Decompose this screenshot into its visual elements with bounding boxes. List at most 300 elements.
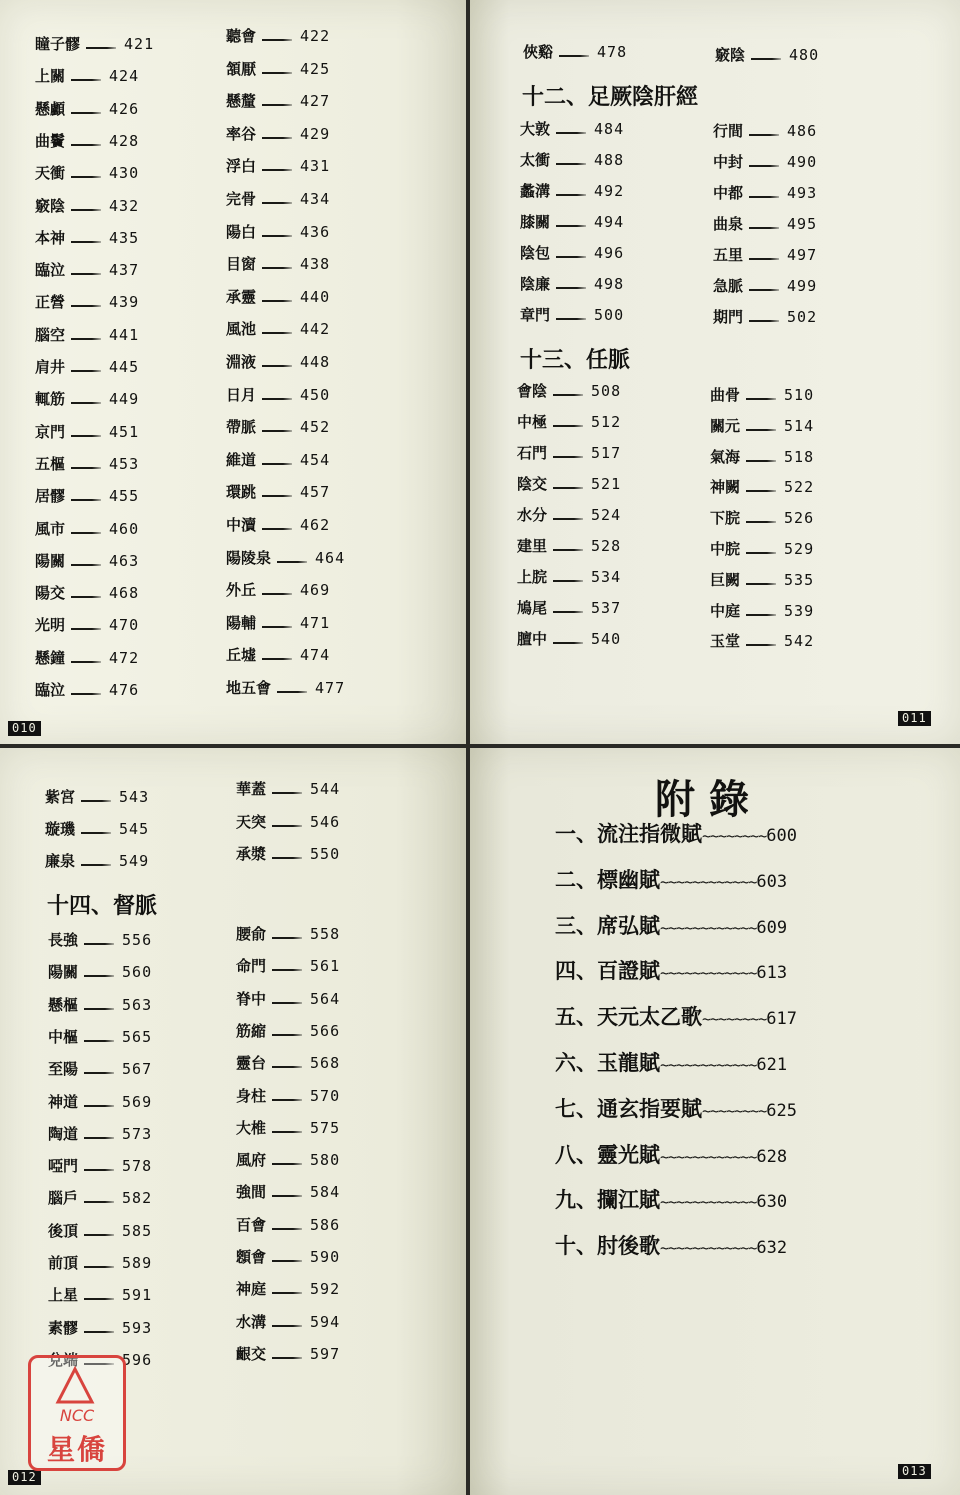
acupoint-name: 浮白 — [226, 157, 257, 175]
leader-line — [272, 857, 302, 859]
index-entry — [236, 923, 340, 945]
appendix-page-ref: 625 — [766, 1101, 797, 1121]
tilde-leader: ~~~~~~~~~~~~ — [660, 919, 757, 937]
index-entry — [236, 1246, 340, 1268]
page-ref: 460 — [109, 520, 140, 538]
acupoint-name: 風市 — [35, 520, 66, 538]
index-entry — [35, 388, 139, 410]
acupoint-name: 鳩尾 — [517, 599, 548, 617]
page-ref: 521 — [591, 475, 622, 493]
acupoint-name: 章門 — [520, 306, 551, 324]
acupoint-name: 風府 — [236, 1151, 267, 1169]
acupoint-name: 天衝 — [35, 164, 66, 182]
leader-line — [84, 1137, 114, 1139]
tilde-leader: ~~~~~~~~~~~~ — [660, 1193, 757, 1211]
leader-line — [556, 287, 586, 289]
acupoint-name: 強間 — [236, 1183, 267, 1201]
leader-line — [746, 552, 776, 554]
leader-line — [272, 1066, 302, 1068]
page-ref: 592 — [310, 1280, 341, 1298]
page-ref: 469 — [300, 581, 331, 599]
acupoint-name: 巨闕 — [710, 571, 741, 589]
leader-line — [71, 564, 101, 566]
acupoint-name: 膝關 — [520, 213, 551, 231]
leader-line — [556, 163, 586, 165]
acupoint-name: 曲鬢 — [35, 132, 66, 150]
leader-line — [749, 196, 779, 198]
page-ref: 540 — [591, 630, 622, 648]
acupoint-name: 神道 — [48, 1093, 79, 1111]
page-ref: 495 — [787, 215, 818, 233]
leader-line — [84, 1201, 114, 1203]
acupoint-name: 氣海 — [710, 448, 741, 466]
index-entry — [48, 1058, 152, 1080]
appendix-item — [555, 955, 787, 985]
appendix-number: 二 — [555, 867, 576, 892]
acupoint-name: 紫宮 — [45, 788, 76, 806]
leader-line — [71, 79, 101, 81]
index-entry — [35, 227, 139, 249]
page-ref: 434 — [300, 190, 331, 208]
acupoint-name: 素髎 — [48, 1319, 79, 1337]
leader-line — [272, 792, 302, 794]
page-ref: 537 — [591, 599, 622, 617]
leader-line — [262, 169, 292, 171]
page-ref: 558 — [310, 925, 341, 943]
index-entry — [226, 318, 330, 340]
index-entry — [236, 1020, 340, 1042]
enum-separator: 、 — [576, 821, 597, 846]
index-entry — [35, 453, 139, 475]
index-entry — [517, 597, 621, 619]
enum-separator: 、 — [576, 1050, 597, 1075]
page-number: 011 — [898, 711, 931, 726]
page-ref: 563 — [122, 996, 153, 1014]
triangle-logo-icon — [55, 1366, 95, 1406]
page-ref: 472 — [109, 649, 140, 667]
leader-line — [71, 532, 101, 534]
acupoint-name: 承靈 — [226, 288, 257, 306]
page-ref: 524 — [591, 506, 622, 524]
index-entry — [710, 600, 814, 622]
page-ref: 432 — [109, 197, 140, 215]
acupoint-name: 日月 — [226, 386, 257, 404]
acupoint-name: 懸釐 — [226, 92, 257, 110]
leader-line — [262, 72, 292, 74]
index-entry — [48, 1123, 152, 1145]
page-ref: 584 — [310, 1183, 341, 1201]
page-ref: 457 — [300, 483, 331, 501]
acupoint-name: 正營 — [35, 293, 66, 311]
acupoint-name: 聽會 — [226, 27, 257, 45]
enum-separator: 、 — [576, 1096, 597, 1121]
acupoint-name: 陰廉 — [520, 275, 551, 293]
acupoint-name: 中樞 — [48, 1028, 79, 1046]
page-ref: 591 — [122, 1286, 153, 1304]
acupoint-name: 上星 — [48, 1286, 79, 1304]
appendix-number: 七 — [555, 1096, 576, 1121]
index-entry — [35, 614, 139, 636]
index-entry — [710, 446, 814, 468]
appendix-item-title: 流注指微賦 — [597, 821, 702, 846]
leader-line — [751, 58, 781, 60]
page-ref: 445 — [109, 358, 140, 376]
page-ref: 585 — [122, 1222, 153, 1240]
acupoint-name: 中極 — [517, 413, 548, 431]
index-entry — [236, 1214, 340, 1236]
acupoint-name: 陽陵泉 — [226, 549, 272, 567]
acupoint-name: 風池 — [226, 320, 257, 338]
index-entry — [520, 242, 624, 264]
acupoint-name: 前頂 — [48, 1254, 79, 1272]
acupoint-name: 廉泉 — [45, 852, 76, 870]
page-ref: 421 — [124, 35, 155, 53]
acupoint-name: 太衝 — [520, 151, 551, 169]
acupoint-name: 陽白 — [226, 223, 257, 241]
leader-line — [272, 969, 302, 971]
index-entry — [236, 843, 340, 865]
index-entry — [226, 481, 330, 503]
acupoint-name: 中都 — [713, 184, 744, 202]
appendix-item-title: 天元太乙歌 — [597, 1004, 702, 1029]
leader-line — [746, 398, 776, 400]
leader-line — [262, 104, 292, 106]
leader-line — [272, 1357, 302, 1359]
leader-line — [262, 528, 292, 530]
index-entry — [35, 518, 139, 540]
acupoint-name: 脊中 — [236, 990, 267, 1008]
acupoint-name: 陶道 — [48, 1125, 79, 1143]
leader-line — [262, 495, 292, 497]
acupoint-name: 啞門 — [48, 1157, 79, 1175]
page-ref: 590 — [310, 1248, 341, 1266]
enum-separator: 、 — [576, 867, 597, 892]
acupoint-name: 陽關 — [35, 552, 66, 570]
tilde-leader: ~~~~~~~~~~~~ — [660, 1056, 757, 1074]
index-entry — [35, 291, 139, 313]
acupoint-name: 中瀆 — [226, 516, 257, 534]
acupoint-name: 俠谿 — [523, 43, 554, 61]
acupoint-name: 本神 — [35, 229, 66, 247]
acupoint-name: 京門 — [35, 423, 66, 441]
acupoint-name: 身柱 — [236, 1087, 267, 1105]
acupoint-name: 華蓋 — [236, 780, 267, 798]
page-ref: 526 — [784, 509, 815, 527]
appendix-page-ref: 600 — [766, 826, 797, 846]
leader-line — [71, 241, 101, 243]
enum-separator: 、 — [576, 913, 597, 938]
acupoint-name: 中脘 — [710, 540, 741, 558]
page-ref: 545 — [119, 820, 150, 838]
appendix-number: 六 — [555, 1050, 576, 1075]
index-entry — [710, 569, 814, 591]
acupoint-name: 命門 — [236, 957, 267, 975]
appendix-page-ref: 603 — [756, 872, 788, 892]
index-entry — [517, 442, 621, 464]
page-ref: 512 — [591, 413, 622, 431]
enum-separator: 、 — [576, 1187, 597, 1212]
leader-line — [746, 614, 776, 616]
index-entry — [35, 33, 154, 55]
acupoint-name: 急脈 — [713, 277, 744, 295]
leader-line — [84, 1234, 114, 1236]
index-entry — [48, 1155, 152, 1177]
leader-line — [71, 435, 101, 437]
acupoint-name: 臨泣 — [35, 681, 66, 699]
index-entry — [236, 1343, 340, 1365]
page-ref: 490 — [787, 153, 818, 171]
index-entry — [48, 1091, 152, 1113]
stamp-chinese: 星僑 — [46, 1433, 107, 1466]
page-ref: 561 — [310, 957, 341, 975]
appendix-number: 一 — [555, 821, 576, 846]
page-ref: 424 — [109, 67, 140, 85]
page-ref: 550 — [310, 845, 341, 863]
page-ref: 497 — [787, 246, 818, 264]
acupoint-name: 竅陰 — [715, 46, 746, 64]
acupoint-name: 期門 — [713, 308, 744, 326]
leader-line — [84, 1072, 114, 1074]
acupoint-name: 中封 — [713, 153, 744, 171]
page-ref: 510 — [784, 386, 815, 404]
page-ref: 480 — [789, 46, 820, 64]
leader-line — [71, 467, 101, 469]
page-ref: 436 — [300, 223, 331, 241]
index-entry — [35, 356, 139, 378]
leader-line — [262, 332, 292, 334]
acupoint-name: 膻中 — [517, 630, 548, 648]
page-ref: 488 — [594, 151, 625, 169]
leader-line — [272, 1099, 302, 1101]
appendix-item-title: 攔江賦 — [597, 1187, 660, 1212]
page-ref: 582 — [122, 1189, 153, 1207]
acupoint-name: 竅陰 — [35, 197, 66, 215]
page-ref: 492 — [594, 182, 625, 200]
index-entry — [226, 416, 330, 438]
acupoint-name: 維道 — [226, 451, 257, 469]
leader-line — [746, 521, 776, 523]
page-ref: 476 — [109, 681, 140, 699]
leader-line — [71, 370, 101, 372]
page-ref: 470 — [109, 616, 140, 634]
leader-line — [559, 55, 589, 57]
index-entry — [236, 1149, 340, 1171]
page-011 — [470, 0, 960, 744]
page-ref: 568 — [310, 1054, 341, 1072]
leader-line — [262, 463, 292, 465]
leader-line — [86, 47, 116, 49]
appendix-title: 附錄 — [655, 776, 763, 823]
acupoint-name: 地五會 — [226, 679, 272, 697]
page-ref: 539 — [784, 602, 815, 620]
appendix-item — [555, 1001, 797, 1031]
page-ref: 425 — [300, 60, 331, 78]
index-entry — [35, 582, 139, 604]
acupoint-name: 靈台 — [236, 1054, 267, 1072]
appendix-number: 五 — [555, 1004, 576, 1029]
index-entry — [48, 1284, 152, 1306]
index-entry — [236, 988, 340, 1010]
index-entry — [45, 818, 149, 840]
leader-line — [84, 1298, 114, 1300]
leader-line — [262, 365, 292, 367]
acupoint-name: 外丘 — [226, 581, 257, 599]
leader-line — [262, 39, 292, 41]
section-heading-ren: 十三、任脈 — [520, 347, 631, 373]
index-entry — [713, 306, 817, 328]
leader-line — [71, 305, 101, 307]
page-ref: 543 — [119, 788, 150, 806]
acupoint-name: 蠡溝 — [520, 182, 551, 200]
leader-line — [84, 975, 114, 977]
index-entry — [35, 485, 139, 507]
page-ref: 448 — [300, 353, 331, 371]
leader-line — [71, 176, 101, 178]
index-entry — [520, 149, 624, 171]
leader-line — [272, 1292, 302, 1294]
leader-line — [553, 518, 583, 520]
page-ref: 498 — [594, 275, 625, 293]
page-ref: 566 — [310, 1022, 341, 1040]
page-ref: 435 — [109, 229, 140, 247]
index-entry — [35, 679, 139, 701]
acupoint-name: 水溝 — [236, 1313, 267, 1331]
leader-line — [556, 194, 586, 196]
page-ref: 578 — [122, 1157, 153, 1175]
acupoint-name: 顖會 — [236, 1248, 267, 1266]
acupoint-name: 上關 — [35, 67, 66, 85]
leader-line — [262, 658, 292, 660]
appendix-item-title: 席弘賦 — [597, 913, 660, 938]
appendix-item — [555, 818, 797, 848]
appendix-item-title: 玉龍賦 — [597, 1050, 660, 1075]
index-entry — [520, 118, 624, 140]
leader-line — [272, 1131, 302, 1133]
page-ref: 556 — [122, 931, 153, 949]
acupoint-name: 齦交 — [236, 1345, 267, 1363]
page-ref: 596 — [122, 1351, 153, 1369]
page-ref: 453 — [109, 455, 140, 473]
acupoint-name: 會陰 — [517, 382, 548, 400]
acupoint-name: 璇璣 — [45, 820, 76, 838]
appendix-item — [555, 864, 787, 894]
appendix-item — [555, 1047, 787, 1077]
acupoint-name: 至陽 — [48, 1060, 79, 1078]
tilde-leader: ~~~~~~~~~~~~ — [660, 1239, 757, 1257]
page-ref: 589 — [122, 1254, 153, 1272]
page-ref: 464 — [315, 549, 346, 567]
page-ref: 430 — [109, 164, 140, 182]
leader-line — [553, 642, 583, 644]
acupoint-name: 陽交 — [35, 584, 66, 602]
acupoint-name: 曲泉 — [713, 215, 744, 233]
page-ref: 454 — [300, 451, 331, 469]
page-ref: 451 — [109, 423, 140, 441]
leader-line — [262, 626, 292, 628]
page-ref: 431 — [300, 157, 331, 175]
appendix-page-ref: 632 — [756, 1238, 788, 1258]
acupoint-name: 天突 — [236, 813, 267, 831]
acupoint-name: 陽輔 — [226, 614, 257, 632]
index-entry — [710, 476, 814, 498]
acupoint-name: 居髎 — [35, 487, 66, 505]
index-entry — [520, 304, 624, 326]
index-entry — [35, 195, 139, 217]
index-entry — [226, 286, 330, 308]
tilde-leader: ~~~~~~~~~~~~ — [660, 964, 757, 982]
appendix-item-title: 百證賦 — [597, 958, 660, 983]
index-entry — [517, 504, 621, 526]
page-ref: 514 — [784, 417, 815, 435]
index-entry — [35, 98, 139, 120]
page-ref: 486 — [787, 122, 818, 140]
leader-line — [84, 1040, 114, 1042]
acupoint-name: 五樞 — [35, 455, 66, 473]
leader-line — [749, 320, 779, 322]
leader-line — [556, 256, 586, 258]
index-entry — [715, 44, 819, 66]
index-entry — [226, 123, 330, 145]
page-ref: 567 — [122, 1060, 153, 1078]
page-ref: 535 — [784, 571, 815, 589]
leader-line — [84, 1266, 114, 1268]
page-ref: 442 — [300, 320, 331, 338]
page-ref: 440 — [300, 288, 331, 306]
appendix-page-ref: 630 — [756, 1192, 788, 1212]
page-ref: 427 — [300, 92, 331, 110]
acupoint-name: 懸鐘 — [35, 649, 66, 667]
index-entry — [710, 538, 814, 560]
page-ref: 565 — [122, 1028, 153, 1046]
page-ref: 463 — [109, 552, 140, 570]
leader-line — [81, 832, 111, 834]
acupoint-name: 五里 — [713, 246, 744, 264]
page-ref: 439 — [109, 293, 140, 311]
index-entry — [713, 182, 817, 204]
leader-line — [553, 456, 583, 458]
leader-line — [71, 661, 101, 663]
leader-line — [277, 561, 307, 563]
index-entry — [35, 259, 139, 281]
appendix-item-title: 標幽賦 — [597, 867, 660, 892]
acupoint-name: 肩井 — [35, 358, 66, 376]
page-010 — [0, 0, 466, 744]
index-entry — [517, 535, 621, 557]
acupoint-name: 筋縮 — [236, 1022, 267, 1040]
page-ref: 569 — [122, 1093, 153, 1111]
page-number: 012 — [8, 1470, 41, 1485]
acupoint-name: 輒筋 — [35, 390, 66, 408]
page-ref: 542 — [784, 632, 815, 650]
acupoint-name: 環跳 — [226, 483, 257, 501]
acupoint-name: 承漿 — [236, 845, 267, 863]
acupoint-name: 百會 — [236, 1216, 267, 1234]
stamp-latin: NCC — [59, 1406, 95, 1425]
page-ref: 575 — [310, 1119, 341, 1137]
appendix-page-ref: 628 — [756, 1147, 788, 1167]
index-entry — [48, 994, 152, 1016]
page-ref: 573 — [122, 1125, 153, 1143]
leader-line — [749, 258, 779, 260]
index-entry — [45, 786, 149, 808]
index-entry — [35, 162, 139, 184]
acupoint-name: 神庭 — [236, 1280, 267, 1298]
index-entry — [35, 130, 139, 152]
leader-line — [746, 490, 776, 492]
page-ref: 422 — [300, 27, 331, 45]
leader-line — [553, 487, 583, 489]
index-entry — [713, 275, 817, 297]
